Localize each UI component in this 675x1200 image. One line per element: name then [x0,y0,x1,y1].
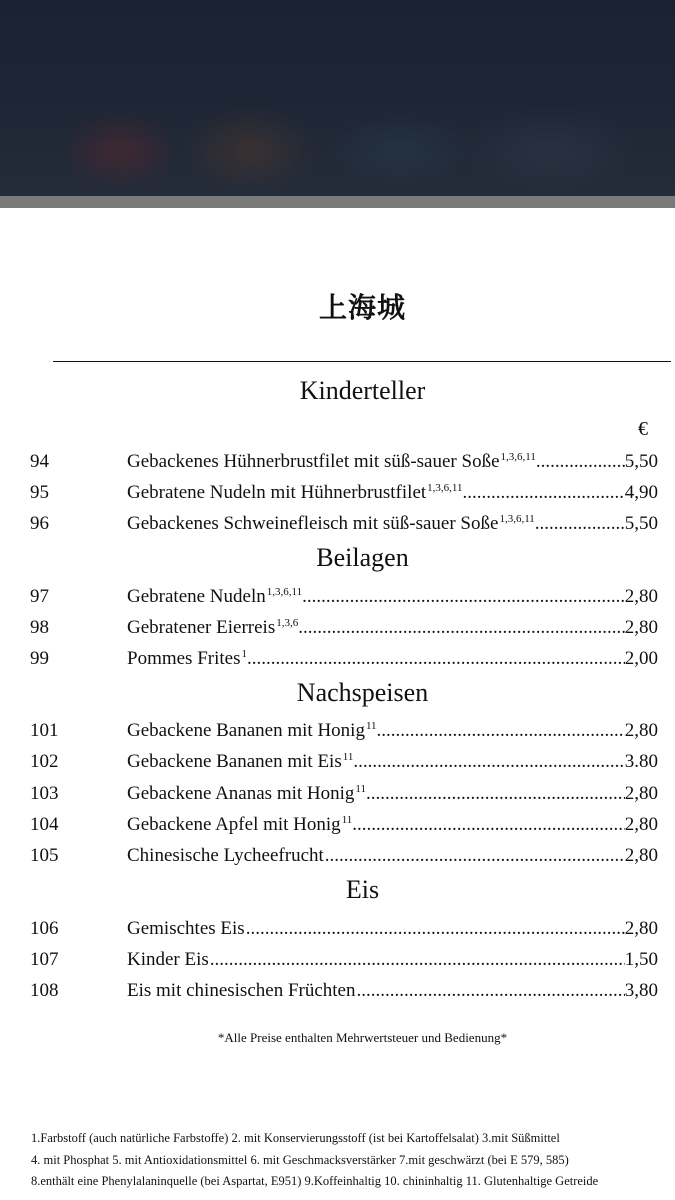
allergen-codes: 11 [341,814,353,826]
item-price: 2,80 [624,617,658,638]
dot-leader [535,510,625,538]
item-price: 2,80 [624,814,658,835]
section-title-beilagen: Beilagen [316,543,409,572]
item-name: Gebackene Ananas mit Honig [127,783,355,804]
menu-item [0,915,675,943]
item-name: Gebackene Apfel mit Honig [127,814,341,835]
item-price: 2,80 [624,918,658,939]
menu-item [0,448,675,476]
item-name: Chinesische Lycheefrucht [127,845,324,866]
menu-item [0,946,675,974]
menu-item [0,811,675,839]
item-number: 98 [30,617,49,638]
item-price: 2,00 [624,648,658,669]
item-name: Gebackenes Hühnerbrustfilet mit süß-sauer Soße [127,451,500,472]
allergen-codes: 11 [355,783,366,795]
item-name: Gebratene Nudeln [127,586,266,607]
item-number: 108 [30,980,59,1001]
dot-leader [536,448,625,476]
item-name: Gebackene Bananen mit Honig [127,720,365,741]
menu-item [0,748,675,776]
item-number: 95 [30,482,49,503]
allergen-codes: 1,3,6 [276,617,299,629]
dot-leader [366,780,625,808]
dot-leader [352,811,624,839]
item-price: 2,80 [624,720,658,741]
item-name: Gebratener Eierreis [127,617,276,638]
item-name: Gebackene Bananen mit Eis [127,751,342,772]
item-name: Eis mit chinesischen Früchten [127,980,356,1001]
item-number: 105 [30,845,59,866]
footnote-line: 1.Farbstoff (auch natürliche Farbstoffe) 2. mit Konservierungsstoff (ist bei Kartoffelsalat) 3.mit Süßmittel [31,1131,560,1145]
menu-item [0,977,675,1005]
item-price: 5,50 [624,451,658,472]
menu-item [0,479,675,507]
currency-label: € [638,418,648,440]
dot-leader [325,842,625,870]
item-number: 94 [30,451,49,472]
dot-leader [246,915,625,943]
item-number: 102 [30,751,59,772]
allergen-codes: 1,3,6,11 [266,586,303,598]
menu-item [0,510,675,538]
dot-leader [356,977,624,1005]
footnote-line: 4. mit Phosphat 5. mit Antioxidationsmittel 6. mit Geschmacksverstärker 7.mit geschwärzt (bei E 579, 585) [31,1153,569,1167]
item-price: 3,80 [624,980,658,1001]
header-banner-image [0,0,675,196]
item-name: Gebackenes Schweinefleisch mit süß-sauer Soße [127,513,499,534]
restaurant-title: 上海城 [318,291,406,324]
item-number: 97 [30,586,49,607]
dot-leader [247,645,625,673]
dot-leader [298,614,625,642]
item-number: 96 [30,513,49,534]
allergen-codes: 1,3,6,11 [499,513,535,525]
menu-item [0,717,675,745]
item-number: 104 [30,814,59,835]
item-number: 99 [30,648,49,669]
item-price: 4,90 [624,482,658,503]
section-title-eis: Eis [345,875,380,904]
menu-item [0,780,675,808]
dot-leader [353,748,624,776]
price-note: *Alle Preise enthalten Mehrwertsteuer und Bedienung* [217,1030,508,1045]
title-rule [53,361,671,362]
section-title-nachspeisen: Nachspeisen [296,678,429,707]
item-number: 103 [30,783,59,804]
item-name: Kinder Eis [127,949,209,970]
allergen-codes: 11 [365,720,377,732]
dot-leader [210,946,625,974]
dot-leader [377,717,625,745]
item-price: 2,80 [624,586,658,607]
menu-item [0,614,675,642]
allergen-codes: 11 [342,751,354,763]
footnote-line: 8.enthält eine Phenylalaninquelle (bei Aspartat, E951) 9.Koffeinhaltig 10. chininhaltig 11. Glutenhaltige Getreide [31,1174,599,1188]
item-name: Gemischtes Eis [127,918,245,939]
allergen-codes: 1,3,6,11 [427,482,463,494]
menu-item [0,842,675,870]
item-price: 3.80 [624,751,658,772]
banner-divider [0,196,675,208]
item-price: 2,80 [624,783,658,804]
menu-item [0,583,675,611]
item-number: 107 [30,949,59,970]
dot-leader [302,583,625,611]
section-title-kinderteller: Kinderteller [299,376,426,405]
item-number: 106 [30,918,59,939]
item-name: Pommes Frites [127,648,241,669]
item-price: 2,80 [624,845,658,866]
item-name: Gebratene Nudeln mit Hühnerbrustfilet [127,482,427,503]
item-price: 5,50 [624,513,658,534]
allergen-codes: 1,3,6,11 [500,451,536,463]
item-price: 1,50 [624,949,658,970]
dot-leader [463,479,625,507]
allergen-codes: 1 [241,648,247,660]
menu-item [0,645,675,673]
item-number: 101 [30,720,59,741]
